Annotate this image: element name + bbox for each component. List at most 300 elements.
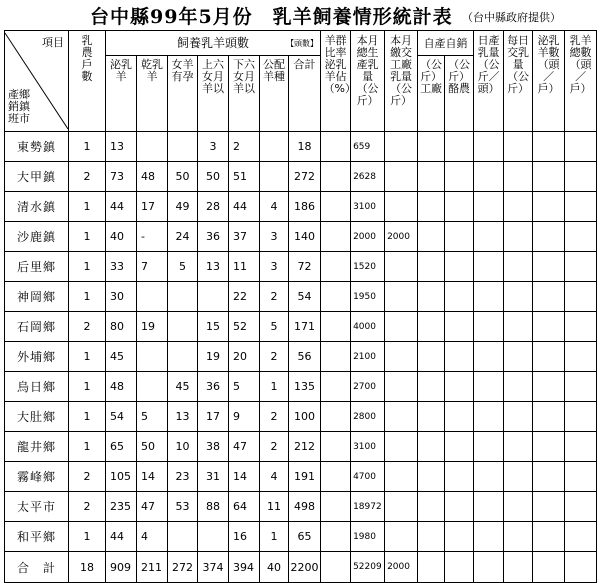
cell-sum: 54 [289,282,321,312]
cell-sum: 18 [289,132,321,162]
cell-delivery [385,372,418,402]
cell-empty [474,252,504,282]
cell-sum: 72 [289,252,321,282]
cell-breeding: 2 [260,432,289,462]
cell-pregnant: 5 [168,252,198,282]
cell-ratio [321,552,351,583]
cell-lactating: 235 [106,492,137,522]
cell-empty [504,372,533,402]
cell-under6: 2 [229,132,260,162]
cell-dry: 19 [137,312,168,342]
header-dry: 乾乳羊 [137,56,168,132]
cell-empty [445,222,474,252]
cell-empty [474,402,504,432]
table-row [5,462,597,492]
cell-over6: 374 [198,552,229,583]
cell-empty [533,252,565,282]
cell-production: 3100 [351,192,385,222]
cell-over6: 17 [198,402,229,432]
cell-farms: 18 [69,552,106,583]
cell-over6: 50 [198,162,229,192]
cell-town: 太平市 [5,492,69,522]
cell-empty [474,162,504,192]
cell-dry: 14 [137,462,168,492]
cell-empty [533,402,565,432]
cell-sum: 186 [289,192,321,222]
cell-under6: 14 [229,462,260,492]
cell-sum: 65 [289,522,321,552]
table-row [5,252,597,282]
cell-ratio [321,522,351,552]
cell-empty [418,222,445,252]
cell-empty [445,162,474,192]
cell-lactating: 13 [106,132,137,162]
cell-sum: 191 [289,462,321,492]
header-ratio: 羊群比率泌乳羊佔（%） [321,31,351,132]
cell-sum: 498 [289,492,321,522]
table-row [5,342,597,372]
cell-ratio [321,432,351,462]
cell-breeding: 3 [260,252,289,282]
cell-empty [565,372,597,402]
cell-lactating: 30 [106,282,137,312]
cell-under6: 47 [229,432,260,462]
cell-farms: 1 [69,192,106,222]
header-farms: 乳農戶數 [69,31,106,132]
cell-farms: 1 [69,282,106,312]
cell-empty [504,492,533,522]
cell-under6: 52 [229,312,260,342]
cell-empty [445,192,474,222]
cell-lactating: 909 [106,552,137,583]
cell-town: 后里鄉 [5,252,69,282]
cell-lactating: 44 [106,192,137,222]
cell-lactating: 45 [106,342,137,372]
cell-farms: 1 [69,522,106,552]
cell-empty [418,192,445,222]
cell-empty [565,462,597,492]
cell-empty [504,132,533,162]
cell-town: 烏日鄉 [5,372,69,402]
cell-farms: 1 [69,342,106,372]
cell-ratio [321,402,351,432]
cell-empty [504,432,533,462]
cell-under6: 9 [229,402,260,432]
cell-pregnant [168,522,198,552]
cell-pregnant: 24 [168,222,198,252]
corner-header [5,31,69,132]
cell-breeding: 4 [260,192,289,222]
cell-empty [445,522,474,552]
cell-sum: 100 [289,402,321,432]
cell-delivery [385,492,418,522]
table-header [5,31,597,132]
cell-town: 大甲鎮 [5,162,69,192]
cell-empty [418,372,445,402]
cell-town: 沙鹿鎮 [5,222,69,252]
cell-pregnant [168,132,198,162]
cell-ratio [321,132,351,162]
cell-production: 3100 [351,432,385,462]
cell-delivery [385,162,418,192]
cell-empty [565,492,597,522]
cell-empty [565,192,597,222]
cell-empty [504,462,533,492]
cell-empty [565,222,597,252]
table-body [5,132,597,583]
cell-under6: 37 [229,222,260,252]
header-self-sales: 自產自銷 [418,31,474,56]
cell-over6: 88 [198,492,229,522]
cell-empty [418,492,445,522]
cell-empty [565,282,597,312]
cell-empty [418,432,445,462]
header-self-factory: （公斤）工廠 [418,56,445,132]
cell-empty [474,492,504,522]
cell-sum: 135 [289,372,321,402]
cell-farms: 1 [69,372,106,402]
cell-ratio [321,492,351,522]
cell-over6 [198,522,229,552]
cell-empty [445,372,474,402]
cell-town: 清水鎮 [5,192,69,222]
cell-production: 1520 [351,252,385,282]
cell-delivery: 2000 [385,222,418,252]
cell-empty [504,282,533,312]
cell-production: 2800 [351,402,385,432]
cell-empty [504,162,533,192]
cell-dry: 4 [137,522,168,552]
cell-empty [504,252,533,282]
cell-empty [474,132,504,162]
cell-breeding: 11 [260,492,289,522]
cell-lactating: 105 [106,462,137,492]
cell-ratio [321,282,351,312]
cell-empty [445,552,474,583]
table-row [5,372,597,402]
cell-ratio [321,342,351,372]
cell-production: 2628 [351,162,385,192]
cell-delivery [385,432,418,462]
cell-empty [565,342,597,372]
cell-sum: 212 [289,432,321,462]
cell-empty [474,462,504,492]
cell-dry: 50 [137,432,168,462]
cell-breeding: 2 [260,342,289,372]
cell-empty [445,132,474,162]
header-production: 本月總生產乳量（公斤） [351,31,385,132]
cell-breeding: 2 [260,282,289,312]
cell-empty [533,342,565,372]
cell-ratio [321,222,351,252]
cell-delivery [385,192,418,222]
cell-ratio [321,162,351,192]
cell-town: 大肚鄉 [5,402,69,432]
cell-town: 龍井鄉 [5,432,69,462]
cell-pregnant: 23 [168,462,198,492]
cell-production: 1980 [351,522,385,552]
table-row [5,522,597,552]
corner-top-label: 項目 [42,36,64,49]
cell-under6: 394 [229,552,260,583]
cell-dry: 5 [137,402,168,432]
cell-ratio [321,462,351,492]
cell-over6: 19 [198,342,229,372]
cell-production: 2000 [351,222,385,252]
cell-breeding: 4 [260,462,289,492]
cell-pregnant: 10 [168,432,198,462]
cell-ratio [321,252,351,282]
cell-empty [533,162,565,192]
cell-pregnant [168,282,198,312]
cell-empty [474,372,504,402]
table-row [5,192,597,222]
title-bar [0,2,600,28]
cell-production: 4700 [351,462,385,492]
cell-empty [474,312,504,342]
cell-town: 霧峰鄉 [5,462,69,492]
cell-over6: 13 [198,252,229,282]
cell-pregnant: 53 [168,492,198,522]
cell-delivery: 2000 [385,552,418,583]
corner-bottom-label: 產鄉銷鎮班市 [8,88,30,125]
cell-empty [533,312,565,342]
cell-production: 1950 [351,282,385,312]
cell-empty [504,552,533,583]
cell-production: 52209 [351,552,385,583]
cell-production: 4000 [351,312,385,342]
cell-delivery [385,522,418,552]
cell-farms: 2 [69,462,106,492]
header-daily-delivery: 每日交乳量（公斤） [504,31,533,132]
cell-sum: 140 [289,222,321,252]
cell-empty [533,462,565,492]
cell-dry [137,132,168,162]
group-title: 飼養乳羊頭數 [177,35,250,50]
cell-empty [418,402,445,432]
cell-ratio [321,312,351,342]
cell-empty [474,282,504,312]
cell-empty [445,402,474,432]
source-note: （台中縣政府提供） [462,11,561,24]
cell-empty [445,342,474,372]
cell-over6: 36 [198,222,229,252]
cell-empty [418,552,445,583]
cell-empty [565,252,597,282]
cell-sum: 171 [289,312,321,342]
cell-lactating: 44 [106,522,137,552]
header-delivery: 本月繳交工廠乳量（公斤） [385,31,418,132]
cell-sum: 272 [289,162,321,192]
header-lactating: 泌乳羊 [106,56,137,132]
cell-empty [445,432,474,462]
cell-empty [445,312,474,342]
cell-empty [504,342,533,372]
cell-production: 2100 [351,342,385,372]
cell-production: 2700 [351,372,385,402]
header-daily-yield: 日產乳量（公斤／頭） [474,31,504,132]
cell-production: 18972 [351,492,385,522]
cell-town: 合 計 [5,552,69,583]
cell-pregnant: 50 [168,162,198,192]
cell-breeding [260,162,289,192]
cell-empty [474,222,504,252]
table-row [5,132,597,162]
cell-empty [504,402,533,432]
cell-over6 [198,282,229,312]
table-row [5,312,597,342]
cell-empty [418,462,445,492]
cell-empty [565,312,597,342]
cell-ratio [321,192,351,222]
cell-empty [565,162,597,192]
cell-empty [445,492,474,522]
cell-dry: 48 [137,162,168,192]
cell-empty [565,132,597,162]
cell-over6: 3 [198,132,229,162]
cell-under6: 51 [229,162,260,192]
cell-empty [474,192,504,222]
cell-empty [533,282,565,312]
header-over-six-months: 上六女月羊以 [198,56,229,132]
cell-empty [533,222,565,252]
cell-breeding: 3 [260,222,289,252]
cell-breeding: 2 [260,402,289,432]
header-sum: 合計 [289,56,321,132]
cell-dry [137,372,168,402]
cell-delivery [385,252,418,282]
cell-town: 和平鄉 [5,522,69,552]
cell-lactating: 73 [106,162,137,192]
cell-pregnant: 13 [168,402,198,432]
cell-sum: 56 [289,342,321,372]
cell-empty [418,282,445,312]
cell-empty [533,132,565,162]
header-group-heads [106,31,321,56]
cell-empty [474,432,504,462]
cell-empty [504,312,533,342]
cell-empty [474,342,504,372]
cell-dry: - [137,222,168,252]
cell-over6: 31 [198,462,229,492]
cell-ratio [321,372,351,402]
cell-empty [504,222,533,252]
cell-over6: 28 [198,192,229,222]
cell-under6: 44 [229,192,260,222]
cell-empty [474,522,504,552]
header-breeding: 公配羊種 [260,56,289,132]
header-lactating-per-farm: 泌乳羊數（頭／戶） [533,31,565,132]
cell-under6: 22 [229,282,260,312]
cell-dry: 211 [137,552,168,583]
cell-empty [565,402,597,432]
cell-empty [504,192,533,222]
cell-production: 659 [351,132,385,162]
cell-farms: 2 [69,492,106,522]
cell-lactating: 54 [106,402,137,432]
cell-breeding: 1 [260,372,289,402]
cell-empty [445,252,474,282]
cell-delivery [385,282,418,312]
cell-empty [533,432,565,462]
header-self-farm: （公斤）酪農 [445,56,474,132]
cell-dry: 17 [137,192,168,222]
cell-lactating: 65 [106,432,137,462]
cell-lactating: 40 [106,222,137,252]
cell-empty [504,522,533,552]
cell-delivery [385,342,418,372]
total-row [5,552,597,583]
cell-town: 東勢鎮 [5,132,69,162]
cell-empty [445,462,474,492]
cell-under6: 20 [229,342,260,372]
cell-over6: 36 [198,372,229,402]
cell-under6: 11 [229,252,260,282]
header-pregnant: 女羊有孕 [168,56,198,132]
cell-empty [533,552,565,583]
cell-pregnant: 272 [168,552,198,583]
header-total-per-farm: 乳羊總數（頭／戶） [565,31,597,132]
cell-breeding: 5 [260,312,289,342]
cell-under6: 5 [229,372,260,402]
cell-lactating: 33 [106,252,137,282]
table-row [5,492,597,522]
cell-empty [533,192,565,222]
cell-empty [418,132,445,162]
cell-empty [533,522,565,552]
cell-empty [418,252,445,282]
cell-empty [565,432,597,462]
cell-lactating: 80 [106,312,137,342]
cell-farms: 2 [69,312,106,342]
cell-dry [137,282,168,312]
table-row [5,222,597,252]
unit-label: 【頭數】 [286,39,319,48]
cell-delivery [385,132,418,162]
cell-pregnant [168,312,198,342]
cell-delivery [385,462,418,492]
cell-pregnant [168,342,198,372]
cell-empty [418,342,445,372]
cell-farms: 1 [69,432,106,462]
cell-pregnant: 49 [168,192,198,222]
cell-empty [533,492,565,522]
cell-sum: 2200 [289,552,321,583]
cell-pregnant: 45 [168,372,198,402]
cell-farms: 1 [69,132,106,162]
cell-breeding: 40 [260,552,289,583]
cell-town: 外埔鄉 [5,342,69,372]
cell-delivery [385,402,418,432]
cell-breeding: 1 [260,522,289,552]
cell-empty [565,522,597,552]
cell-under6: 16 [229,522,260,552]
cell-dry: 7 [137,252,168,282]
stats-table [4,30,597,583]
cell-dry [137,342,168,372]
cell-empty [418,162,445,192]
cell-empty [418,522,445,552]
cell-dry: 47 [137,492,168,522]
cell-under6: 64 [229,492,260,522]
cell-empty [565,552,597,583]
table-row [5,432,597,462]
table-row [5,282,597,312]
cell-breeding [260,132,289,162]
cell-empty [533,372,565,402]
cell-farms: 1 [69,402,106,432]
cell-town: 石岡鄉 [5,312,69,342]
